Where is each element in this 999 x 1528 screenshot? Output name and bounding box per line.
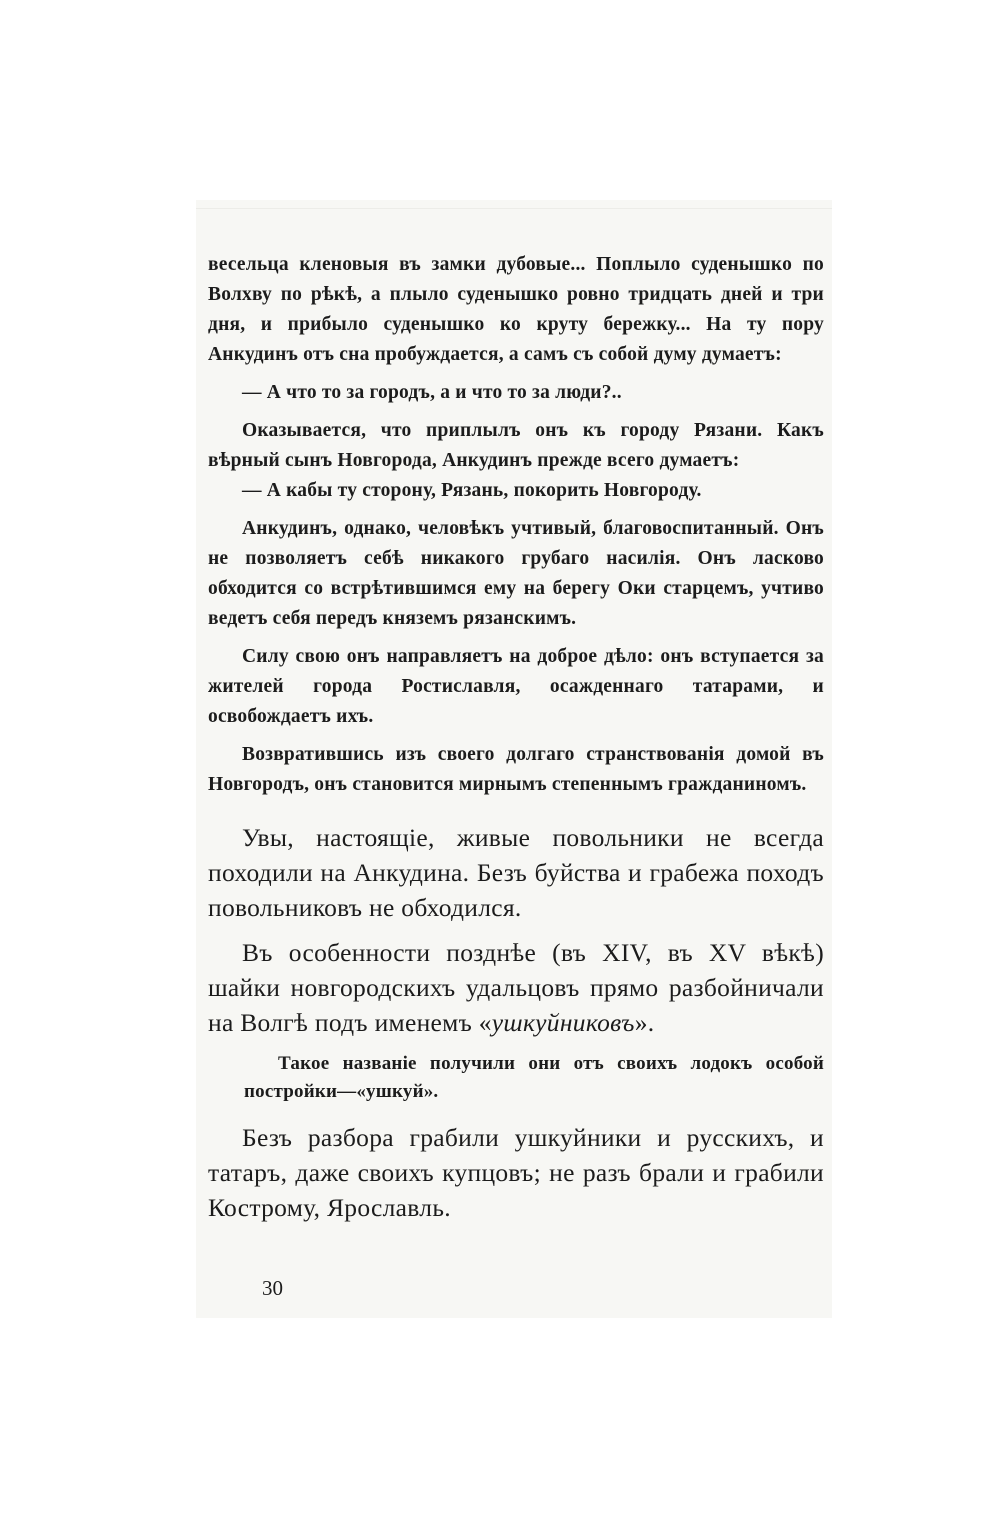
paragraph-quote-city: — А что то за городъ, а и что то за люди?.. — [242, 382, 622, 403]
paragraph-quote-conquer: — А кабы ту сторону, Рязань, покорить Новгороду. — [242, 480, 702, 501]
ushkuiniki-term: ушкуйниковъ — [491, 1008, 635, 1037]
paragraph-ushkuiniki-text: Въ особенности позднѣе (въ XIV, въ XV вѣкѣ) шайки новгородскихъ удальцовъ прямо разбойничали на Волгѣ подъ именемъ « — [208, 938, 824, 1037]
paragraph-ushkuiniki-tail: ». — [634, 1008, 655, 1037]
paragraph-continuation: весельца кленовыя въ замки дубовые... Поплыло суденышко по Волхву по рѣкѣ, а плыло суденышко ровно тридцать дней и три дня, и прибыло суденышко ко круту бережку... На ту пору Анкудинъ отъ сна пробуждается, а самъ съ собой думу думаетъ: — [208, 254, 824, 365]
paragraph-alas: Увы, настоящіе, живые повольники не всегда походили на Анкудина. Безъ буйства и грабежа походъ повольниковъ не обходился. — [208, 823, 824, 922]
paragraph-good-deed: Силу свою онъ направляетъ на доброе дѣло: онъ вступается за жителей города Ростиславля, осажденнаго татарами, и освобождаетъ ихъ. — [208, 646, 824, 727]
paragraph-ushkuiniki — [208, 935, 824, 1040]
paragraph-polite: Анкудинъ, однако, человѣкъ учтивый, благовоспитанный. Онъ не позволяетъ себѣ никакого грубаго насилія. Онъ ласково обходится со встрѣтившимся ему на берегу Оки старцемъ, учтиво ведетъ себя передъ княземъ рязанскимъ. — [208, 518, 824, 629]
paragraph-return: Возвратившись изъ своего долгаго странствованія домой въ Новгородъ, онъ становится мирнымъ степеннымъ гражданиномъ. — [208, 744, 824, 795]
text-column — [208, 250, 824, 1235]
page-number: 30 — [262, 1276, 283, 1300]
paragraph-plunder: Безъ разбора грабили ушкуйники и русскихъ, и татаръ, даже своихъ купцовъ; не разъ брали и грабили Кострому, Ярославль. — [208, 1123, 824, 1222]
bleed-through-line — [196, 208, 832, 209]
paragraph-ryazan: Оказывается, что приплылъ онъ къ городу Рязани. Какъ вѣрный сынъ Новгорода, Анкудинъ прежде всего думаетъ: — [208, 420, 824, 471]
footnote: Такое названіе получили они отъ своихъ лодокъ особой постройки—«ушкуй». — [244, 1053, 824, 1102]
